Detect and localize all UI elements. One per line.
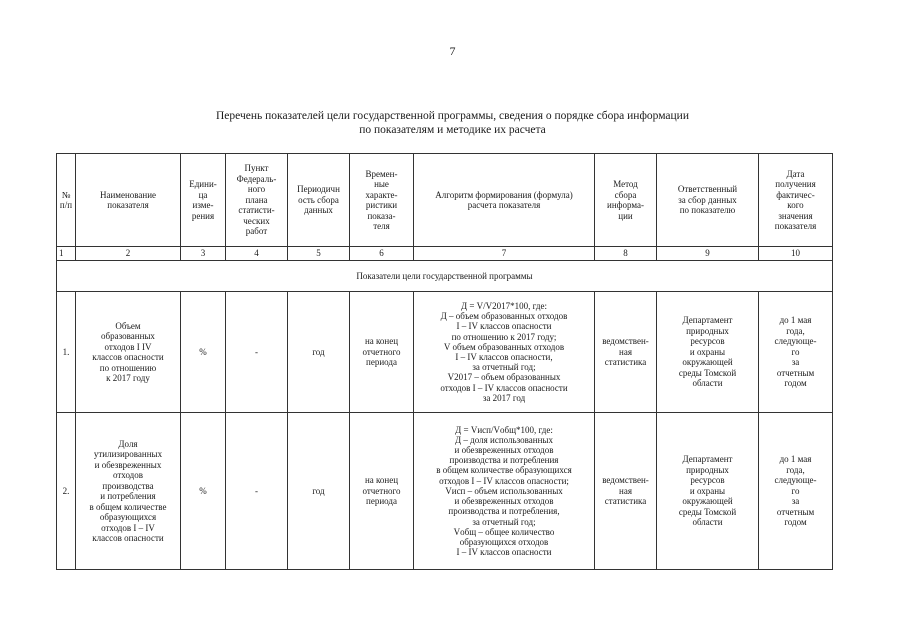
text-line: изме- <box>192 200 214 210</box>
text-line: № <box>61 189 71 200</box>
text-line: образующихся отходов <box>459 536 549 547</box>
text-line: статисти- <box>238 205 275 216</box>
document-title <box>0 109 905 137</box>
page-number: 7 <box>449 44 456 58</box>
text-line: Ответственный <box>677 184 738 195</box>
text-line: I – IV классов опасности <box>456 321 552 332</box>
text-line: за отчетный год; <box>472 362 536 373</box>
text-line: Д – объем образованных отходов <box>440 311 568 322</box>
header-cell <box>76 154 181 247</box>
text-line: Наименование <box>99 189 157 200</box>
text-line: года, <box>786 325 805 336</box>
text-line: Пункт <box>244 163 269 174</box>
row-number: 1. <box>57 292 76 413</box>
text-line: отходов I – IV классов опасности; <box>439 475 569 486</box>
text-line: ость сбора <box>298 194 339 205</box>
text-line: Дата <box>786 168 805 179</box>
text-line: статистика <box>604 357 647 368</box>
section-row <box>57 261 833 292</box>
header-cell <box>414 154 595 247</box>
text-line: на конец <box>364 475 399 486</box>
method-cell <box>595 292 657 413</box>
time-characteristics-cell <box>350 413 414 570</box>
formula-cell <box>414 413 595 570</box>
text-line: Периодичн <box>297 184 340 195</box>
text-line: в общем количестве <box>89 501 167 512</box>
title-line-2: по показателям и методике их расчета <box>359 124 546 136</box>
text-line: Алгоритм формирования (формула) <box>435 189 573 200</box>
formula-cell <box>414 292 595 413</box>
text-line: сбора <box>614 189 637 200</box>
text-line: за <box>791 357 800 368</box>
text-line: Федераль- <box>236 173 277 184</box>
text-line: ная <box>619 485 632 496</box>
text-line: теля <box>373 221 390 231</box>
text-line: I – IV классов опасности <box>456 547 552 558</box>
text-line: классов опасности <box>92 533 164 543</box>
indicator-name <box>76 292 181 413</box>
text-line: ная <box>619 346 632 357</box>
text-line: за <box>791 496 800 507</box>
text-line: ресурсов <box>690 336 725 347</box>
text-line: отходов I IV <box>104 341 152 352</box>
header-cell <box>288 154 350 247</box>
column-number-row <box>57 247 833 261</box>
text-line: ции <box>618 210 633 221</box>
text-line: области <box>692 378 723 389</box>
text-line: рения <box>191 210 215 221</box>
text-line: отчетным <box>776 506 815 517</box>
text-line: ного <box>247 184 266 195</box>
column-number: 8 <box>595 247 657 261</box>
text-line: года, <box>786 464 805 475</box>
title-line-1: Перечень показателей цели государственной программы, сведения о порядке сбора информации <box>215 110 689 122</box>
text-line: и потребления <box>100 491 156 501</box>
text-line: образованных <box>101 331 155 341</box>
indicators-table <box>56 153 833 570</box>
plan-item-cell: - <box>226 292 288 413</box>
text-line: отходов I – IV <box>101 522 155 533</box>
text-line: ресурсов <box>690 475 725 486</box>
text-line: и обезвреженных <box>94 459 162 470</box>
periodicity-cell: год <box>288 413 350 570</box>
text-line: за отчетный год; <box>472 516 536 527</box>
text-line: следующе- <box>774 475 817 486</box>
text-line: ческих <box>243 215 270 226</box>
text-line: и обезвреженных отходов <box>454 445 554 456</box>
text-line: отчетного <box>362 485 401 496</box>
text-line: V объем образованных отходов <box>443 341 565 352</box>
text-line: годом <box>784 517 807 528</box>
text-line: характе- <box>365 189 398 200</box>
text-line: ристики <box>365 200 398 210</box>
text-line: по отношению <box>99 362 157 373</box>
text-line: образующихся <box>99 512 157 522</box>
header-cell <box>657 154 759 247</box>
text-line: окружающей <box>682 357 733 368</box>
text-line: утилизированных <box>93 449 163 459</box>
text-line: отчетным <box>776 367 815 378</box>
text-line: ведомствен- <box>602 475 649 486</box>
text-line: Д – доля использованных <box>455 434 553 445</box>
table-row <box>57 292 833 413</box>
time-characteristics-cell <box>350 292 414 413</box>
column-number: 2 <box>76 247 181 261</box>
text-line: п/п <box>59 200 73 210</box>
header-cell <box>181 154 226 247</box>
text-line: Объем <box>115 320 141 331</box>
text-line: отчетного <box>362 346 401 357</box>
text-line: Времен- <box>365 168 398 179</box>
text-line: за 2017 год <box>482 392 526 403</box>
date-cell <box>759 292 833 413</box>
date-cell <box>759 413 833 570</box>
text-line: значения <box>778 210 813 221</box>
text-line: Метод <box>613 179 638 189</box>
responsible-cell <box>657 292 759 413</box>
text-line: за сбор данных <box>678 194 737 205</box>
text-line: до 1 мая <box>779 454 812 465</box>
text-line: показателя <box>774 221 817 231</box>
column-number: 3 <box>181 247 226 261</box>
text-line: производства и потребления, <box>448 506 560 517</box>
text-line: ные <box>374 179 389 189</box>
column-number: 9 <box>657 247 759 261</box>
text-line: отходов <box>112 470 144 480</box>
text-line: годом <box>784 378 807 389</box>
column-number: 4 <box>226 247 288 261</box>
text-line: области <box>692 517 723 528</box>
column-number: 5 <box>288 247 350 261</box>
text-line: периода <box>366 496 397 507</box>
text-line: природных <box>686 325 729 336</box>
text-line: среды Томской <box>678 506 737 517</box>
text-line: статистика <box>604 496 647 507</box>
plan-item-cell: - <box>226 413 288 570</box>
header-cell <box>350 154 414 247</box>
text-line: Vисп – объем использованных <box>445 485 563 496</box>
text-line: к 2017 году <box>106 373 150 383</box>
text-line: показателя <box>107 200 149 210</box>
text-line: следующе- <box>774 336 817 347</box>
text-line: по показателю <box>679 205 736 216</box>
column-number: 6 <box>350 247 414 261</box>
text-line: и обезвреженных отходов <box>454 496 554 507</box>
text-line: и охраны <box>689 346 726 357</box>
header-cell <box>759 154 833 247</box>
text-line: в общем количестве образующихся <box>436 465 572 476</box>
text-line: показа- <box>367 210 396 221</box>
periodicity-cell: год <box>288 292 350 413</box>
unit-cell: % <box>181 413 226 570</box>
header-cell <box>595 154 657 247</box>
text-line: производства и потребления <box>449 455 559 466</box>
text-line: фактичес- <box>776 189 815 200</box>
text-line: ведомствен- <box>602 336 649 347</box>
table-row <box>57 413 833 570</box>
unit-cell: % <box>181 292 226 413</box>
text-line: Едини- <box>189 179 217 189</box>
row-number: 2. <box>57 413 76 570</box>
text-line: и охраны <box>689 485 726 496</box>
text-line: работ <box>245 226 268 237</box>
indicator-name <box>76 413 181 570</box>
text-line: до 1 мая <box>779 315 812 326</box>
text-line: Доля <box>118 438 138 449</box>
text-line: среды Томской <box>678 367 737 378</box>
text-line: Vобщ – общее количество <box>453 526 555 537</box>
text-line: го <box>791 485 800 496</box>
text-line: окружающей <box>682 496 733 507</box>
text-line: Д = Vисп/Vобщ*100, где: <box>455 424 553 435</box>
section-title: Показатели цели государственной программы <box>57 261 833 292</box>
header-row <box>57 154 833 247</box>
text-line: го <box>791 346 800 357</box>
text-line: I – IV классов опасности, <box>455 352 553 362</box>
header-cell <box>226 154 288 247</box>
text-line: информа- <box>607 200 644 210</box>
text-line: Д = V/V2017*100, где: <box>460 300 548 311</box>
text-line: Департамент <box>682 454 733 465</box>
text-line: по отношению к 2017 году; <box>451 331 557 342</box>
text-line: на конец <box>364 336 399 347</box>
text-line: плана <box>245 194 268 205</box>
responsible-cell <box>657 413 759 570</box>
header-cell <box>57 154 76 247</box>
column-number: 10 <box>759 247 833 261</box>
text-line: классов опасности <box>92 352 164 362</box>
text-line: данных <box>304 205 333 216</box>
text-line: получения <box>775 179 816 189</box>
column-number: 7 <box>414 247 595 261</box>
text-line: производства <box>102 480 154 491</box>
text-line: ца <box>198 189 208 200</box>
method-cell <box>595 413 657 570</box>
text-line: Департамент <box>682 315 733 326</box>
text-line: периода <box>366 357 397 368</box>
text-line: расчета показателя <box>467 200 541 210</box>
text-line: отходов I – IV классов опасности <box>440 382 568 393</box>
column-number: 1 <box>57 247 76 261</box>
text-line: кого <box>787 200 804 210</box>
text-line: природных <box>686 464 729 475</box>
text-line: V2017 – объем образованных <box>447 372 561 383</box>
